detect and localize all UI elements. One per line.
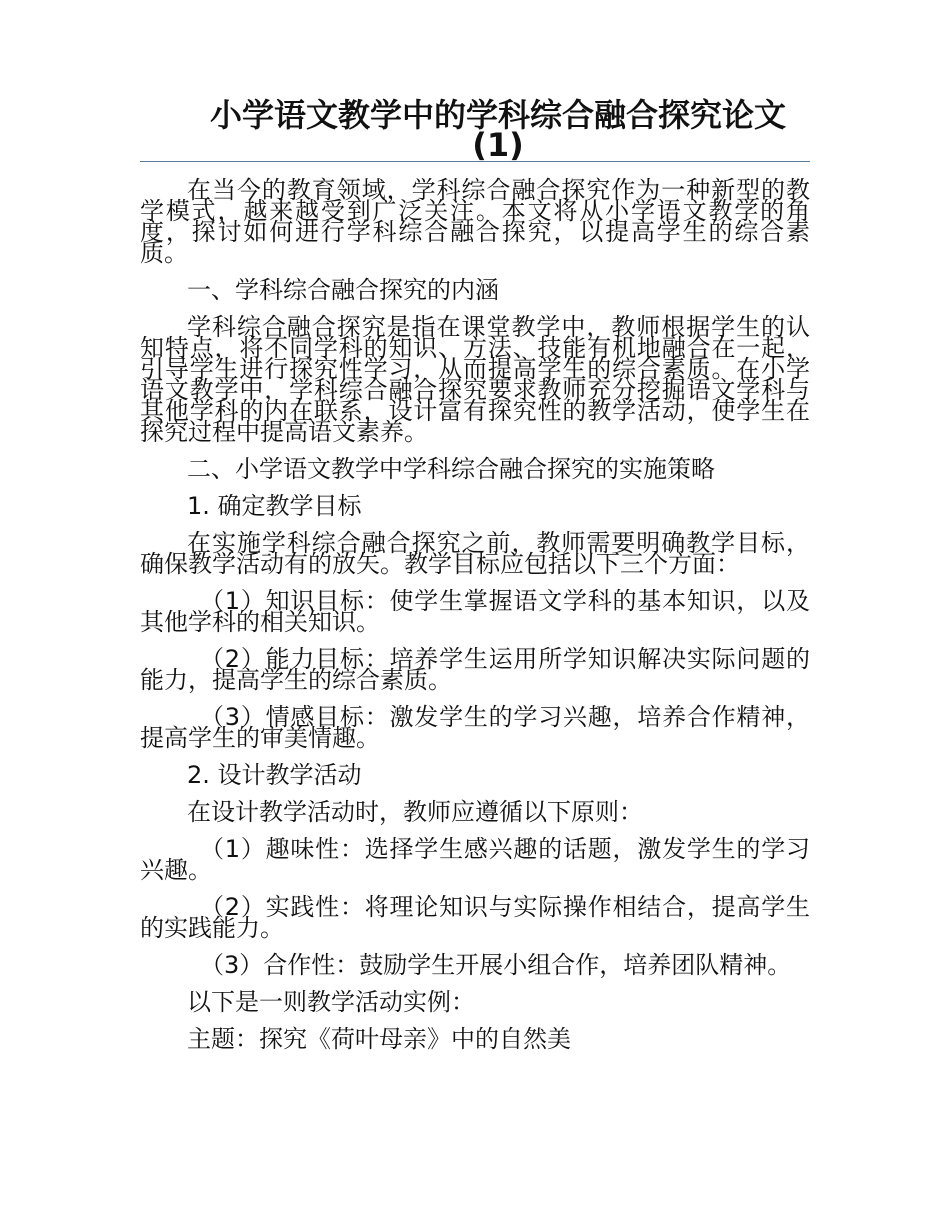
paragraph-theme: 主题：探究《荷叶母亲》中的自然美 [187, 1025, 571, 1053]
title-divider [140, 161, 810, 162]
document-title: 小学语文教学中的学科综合融合探究论文(1) [209, 96, 786, 164]
paragraph-principles: 在设计教学活动时，教师应遵循以下原则： [187, 798, 643, 826]
list-item-emotion-goal: （3）情感目标：激发学生的学习兴趣，培养合作精神，提高学生的审美情趣。 [140, 703, 810, 752]
list-item-ability-goal: （2）能力目标：培养学生运用所学知识解决实际问题的能力，提高学生的综合素质。 [140, 645, 810, 694]
list-item-knowledge-goal: （1）知识目标：使学生掌握语文学科的基本知识，以及其他学科的相关知识。 [140, 587, 810, 636]
document-page [140, 96, 810, 1053]
subsection-heading-2: 2. 设计教学活动 [187, 761, 362, 789]
paragraph-goals: 在实施学科综合融合探究之前，教师需要明确教学目标，确保教学活动有的放矢。教学目标应包括以下三个方面： [140, 529, 810, 578]
section-heading-2: 二、小学语文教学中学科综合融合探究的实施策略 [187, 455, 715, 483]
list-item-practice: （2）实践性：将理论知识与实际操作相结合，提高学生的实践能力。 [140, 893, 810, 942]
subsection-heading-1: 1. 确定教学目标 [187, 492, 362, 520]
list-item-cooperation: （3）合作性：鼓励学生开展小组合作，培养团队精神。 [200, 951, 792, 979]
document-body [140, 176, 810, 1066]
paragraph-intro: 在当今的教育领域，学科综合融合探究作为一种新型的教学模式，越来越受到广泛关注。本文将从小学语文教学的角度，探讨如何进行学科综合融合探究，以提高学生的综合素质。 [140, 176, 810, 267]
paragraph-definition: 学科综合融合探究是指在课堂教学中，教师根据学生的认知特点，将不同学科的知识、方法、技能有机地融合在一起，引导学生进行探究性学习，从而提高学生的综合素质。在小学语文教学中，学科综合融合探究要求教师充分挖掘语文学科与其他学科的内在联系，设计富有探究性的教学活动，使学生在探究过程中提高语文素养。 [140, 313, 810, 446]
list-item-interest: （1）趣味性：选择学生感兴趣的话题，激发学生的学习兴趣。 [140, 835, 810, 884]
section-heading-1: 一、学科综合融合探究的内涵 [187, 276, 499, 304]
paragraph-example-intro: 以下是一则教学活动实例： [187, 988, 475, 1016]
